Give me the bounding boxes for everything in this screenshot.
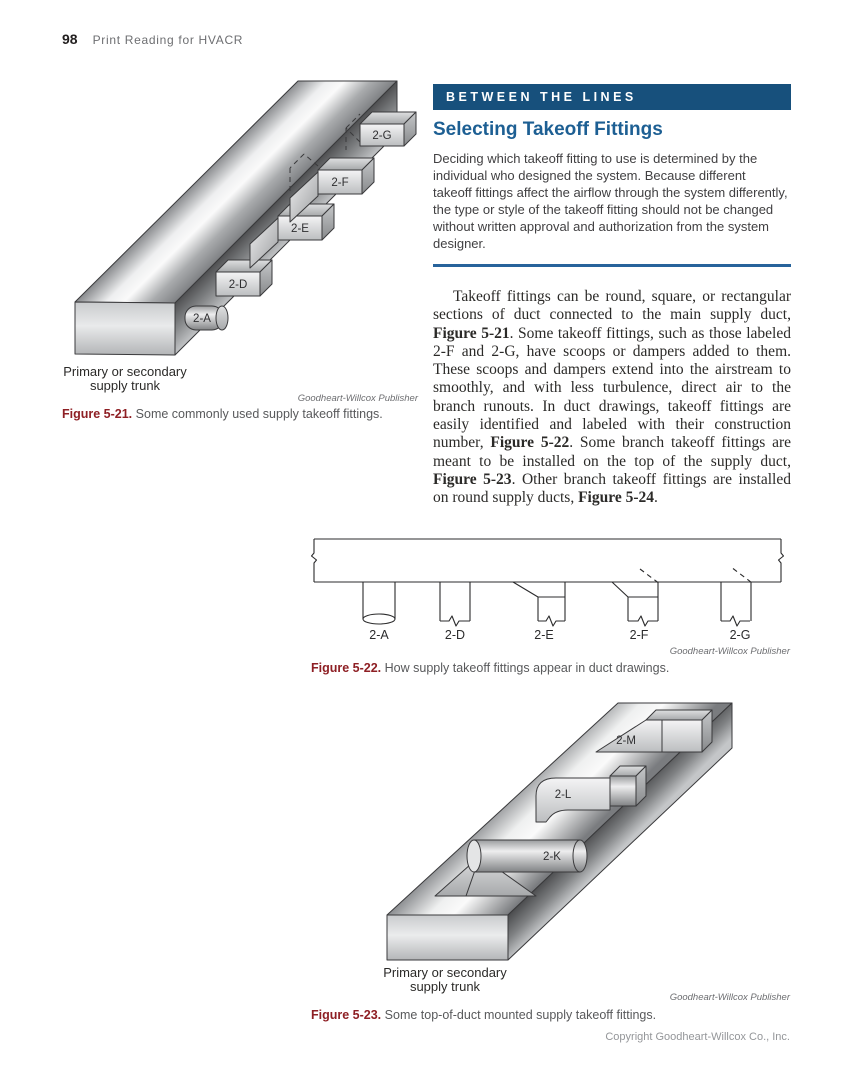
fitting-label-2d: 2-D xyxy=(228,279,248,291)
takeoff-symbol-2a xyxy=(363,582,395,624)
fitting-label-2e: 2-E xyxy=(291,223,309,235)
fitting-label-2f: 2-F xyxy=(331,177,349,189)
takeoff-symbol-2e xyxy=(513,582,565,626)
copyright-footer: Copyright Goodheart-Willcox Co., Inc. xyxy=(605,1031,790,1043)
figure-23-caption xyxy=(311,1008,791,1022)
symbol-label-2g: 2-G xyxy=(729,628,751,642)
figure-22-caption-text: How supply takeoff fittings appear in duct drawings. xyxy=(384,661,670,675)
between-the-lines-banner: BETWEEN THE LINES xyxy=(433,84,791,110)
between-the-lines-rule xyxy=(433,264,791,267)
figure-21-caption xyxy=(62,407,426,421)
fitting-label-2l: 2-L xyxy=(554,789,572,801)
figure-5-22-drawing xyxy=(311,533,791,651)
page-header xyxy=(62,31,243,47)
takeoff-symbol-2d xyxy=(440,582,470,626)
figure-23-caption-text: Some top-of-duct mounted supply takeoff fittings. xyxy=(384,1008,657,1022)
takeoff-fitting-2a xyxy=(185,306,228,330)
trunk-label-line1: Primary or secondary xyxy=(383,965,507,980)
figure-22-caption-label: Figure 5-22. xyxy=(311,661,382,675)
symbol-label-2a: 2-A xyxy=(369,628,389,642)
fitting-label-2m: 2-M xyxy=(616,735,636,747)
takeoff-symbol-2g xyxy=(721,569,752,627)
figure-21-caption-text: Some commonly used supply takeoff fittings. xyxy=(135,407,383,421)
figure-22-caption xyxy=(311,661,791,675)
figure-23-trunk-label xyxy=(383,966,507,994)
figure-21-trunk-label xyxy=(62,365,188,393)
figure-23-credit: Goodheart-Willcox Publisher xyxy=(669,992,790,1003)
takeoff-fitting-2d xyxy=(216,260,272,296)
running-title: Print Reading for HVACR xyxy=(92,33,244,47)
trunk-label-line2: supply trunk xyxy=(409,979,481,994)
figure-22-credit: Goodheart-Willcox Publisher xyxy=(669,646,790,657)
figure-21-caption-label: Figure 5-21. xyxy=(62,407,133,421)
duct-break-left xyxy=(312,539,317,582)
duct-plan-view xyxy=(312,539,784,626)
duct-break-right xyxy=(779,539,784,582)
page-number: 98 xyxy=(62,31,78,47)
figure-5-23-illustration xyxy=(350,698,792,964)
symbol-label-2f: 2-F xyxy=(629,628,649,642)
fitting-label-2g: 2-G xyxy=(372,130,392,142)
symbol-label-2d: 2-D xyxy=(444,628,466,642)
supply-trunk-duct xyxy=(75,81,397,355)
trunk-label-line1: Primary or secondary xyxy=(63,364,187,379)
symbol-label-2e: 2-E xyxy=(534,628,554,642)
trunk-label-line2: supply trunk xyxy=(89,378,161,393)
right-column xyxy=(433,84,791,508)
figure-21-credit: Goodheart-Willcox Publisher xyxy=(297,393,418,404)
takeoff-symbol-2f xyxy=(612,569,658,626)
figure-23-caption-label: Figure 5-23. xyxy=(311,1008,382,1022)
fitting-label-2a: 2-A xyxy=(193,313,211,325)
between-the-lines-body: Deciding which takeoff fitting to use is determined by the individual who designed the system. Because different takeoff fittings affect the airflow through the system differently, the type or style of the takeoff fitting should not be changed without written approval and authorization from the system designer. xyxy=(433,151,788,251)
between-the-lines-heading: Selecting Takeoff Fittings xyxy=(433,119,663,140)
fitting-label-2k: 2-K xyxy=(543,851,561,863)
figure-5-21-illustration xyxy=(60,80,422,364)
body-paragraph: Takeoff fittings can be round, square, or rectangular sections of duct connected to the main supply duct, Figure 5-21. Some takeoff fittings, such as those labeled 2-F and 2-G, have scoops or dampers added to them. These scoops and dampers extend into the airstream to smoothly, and with less turbulence, direct air to the branch runouts. In duct drawings, takeoff fittings are easily identified and labeled with their construction number, Figure 5-22. Some branch takeoff fittings are meant to be installed on the top of the supply duct, Figure 5-23. Other branch takeoff fittings are installed on round supply ducts, Figure 5-24. xyxy=(433,288,791,507)
